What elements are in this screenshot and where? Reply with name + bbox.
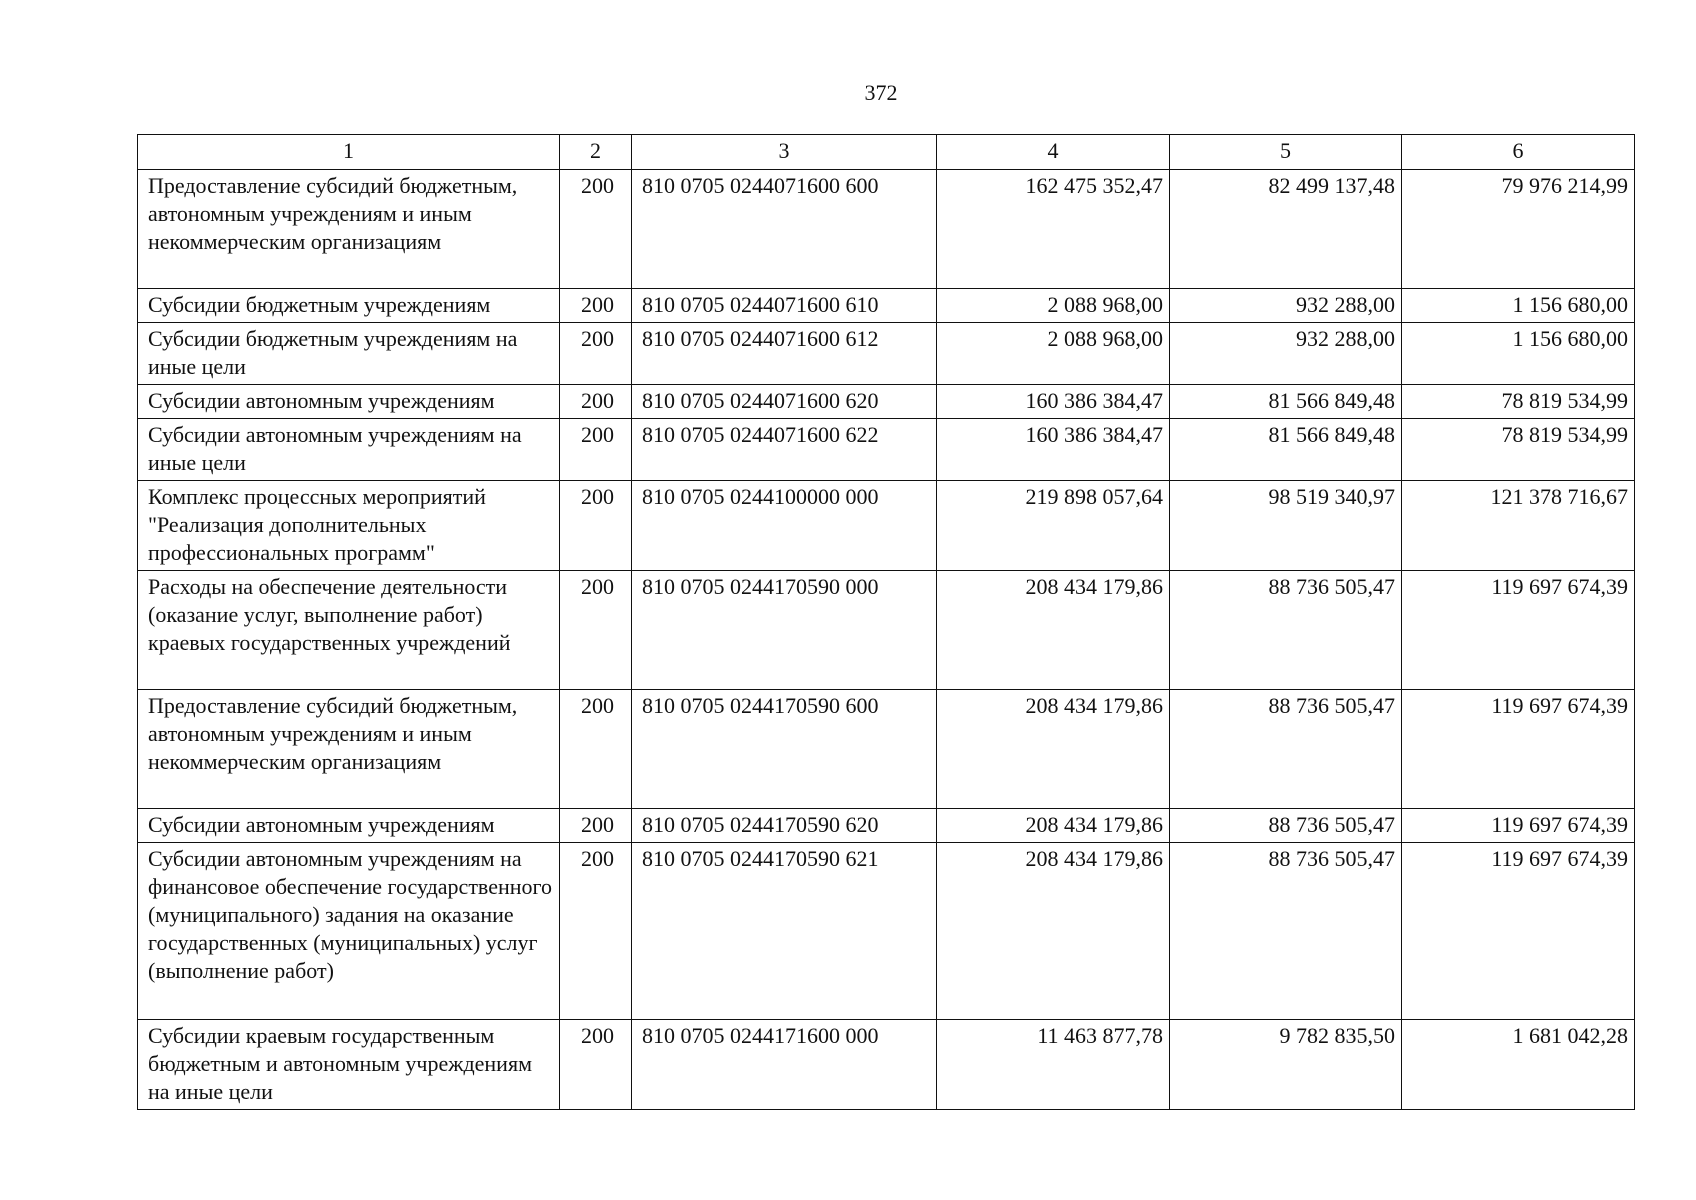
column-header: 6 — [1402, 135, 1635, 170]
row-code: 810 0705 0244170590 000 — [632, 571, 937, 690]
row-name: Субсидии бюджетным учреждениям — [138, 289, 560, 323]
row-name: Субсидии краевым государственным бюджетным и автономным учреждениям на иные цели — [138, 1020, 560, 1110]
table-row — [138, 809, 1635, 843]
column-header: 5 — [1170, 135, 1402, 170]
row-code: 810 0705 0244171600 000 — [632, 1020, 937, 1110]
row-table-code: 200 — [560, 419, 632, 481]
row-code: 810 0705 0244170590 600 — [632, 690, 937, 809]
row-col5: 932 288,00 — [1170, 289, 1402, 323]
row-table-code: 200 — [560, 481, 632, 571]
row-col4: 2 088 968,00 — [937, 289, 1170, 323]
row-col4: 208 434 179,86 — [937, 843, 1170, 1020]
row-col4: 208 434 179,86 — [937, 690, 1170, 809]
row-code: 810 0705 0244071600 620 — [632, 385, 937, 419]
table-row — [138, 571, 1635, 690]
row-name: Комплекс процессных мероприятий "Реализация дополнительных профессиональных программ" — [138, 481, 560, 571]
column-header: 1 — [138, 135, 560, 170]
row-table-code: 200 — [560, 385, 632, 419]
row-name: Предоставление субсидий бюджетным, автономным учреждениям и иным некоммерческим организациям — [138, 170, 560, 289]
table-row — [138, 481, 1635, 571]
row-table-code: 200 — [560, 289, 632, 323]
table-header-row — [138, 135, 1635, 170]
row-table-code: 200 — [560, 809, 632, 843]
row-code: 810 0705 0244170590 620 — [632, 809, 937, 843]
row-code: 810 0705 0244170590 621 — [632, 843, 937, 1020]
row-table-code: 200 — [560, 690, 632, 809]
row-col5: 88 736 505,47 — [1170, 843, 1402, 1020]
table-row — [138, 419, 1635, 481]
row-col4: 208 434 179,86 — [937, 809, 1170, 843]
table-row — [138, 690, 1635, 809]
row-col6: 1 156 680,00 — [1402, 323, 1635, 385]
row-col6: 119 697 674,39 — [1402, 809, 1635, 843]
row-table-code: 200 — [560, 843, 632, 1020]
row-col5: 88 736 505,47 — [1170, 571, 1402, 690]
table-row — [138, 843, 1635, 1020]
row-col5: 81 566 849,48 — [1170, 419, 1402, 481]
row-table-code: 200 — [560, 1020, 632, 1110]
row-col6: 119 697 674,39 — [1402, 690, 1635, 809]
table-row — [138, 323, 1635, 385]
row-col6: 1 681 042,28 — [1402, 1020, 1635, 1110]
column-header: 2 — [560, 135, 632, 170]
row-table-code: 200 — [560, 170, 632, 289]
row-col6: 79 976 214,99 — [1402, 170, 1635, 289]
row-col5: 82 499 137,48 — [1170, 170, 1402, 289]
row-col6: 121 378 716,67 — [1402, 481, 1635, 571]
row-name: Предоставление субсидий бюджетным, автономным учреждениям и иным некоммерческим организациям — [138, 690, 560, 809]
row-code: 810 0705 0244071600 622 — [632, 419, 937, 481]
row-col5: 98 519 340,97 — [1170, 481, 1402, 571]
row-name: Субсидии бюджетным учреждениям на иные цели — [138, 323, 560, 385]
page-number: 372 — [864, 80, 898, 105]
row-name: Расходы на обеспечение деятельности (оказание услуг, выполнение работ) краевых государственных учреждений — [138, 571, 560, 690]
row-col5: 88 736 505,47 — [1170, 809, 1402, 843]
table-row — [138, 1020, 1635, 1110]
row-col5: 81 566 849,48 — [1170, 385, 1402, 419]
row-col5: 9 782 835,50 — [1170, 1020, 1402, 1110]
row-col5: 932 288,00 — [1170, 323, 1402, 385]
row-name: Субсидии автономным учреждениям — [138, 809, 560, 843]
column-header: 3 — [632, 135, 937, 170]
row-name: Субсидии автономным учреждениям на иные цели — [138, 419, 560, 481]
row-col4: 160 386 384,47 — [937, 385, 1170, 419]
row-col4: 11 463 877,78 — [937, 1020, 1170, 1110]
row-col6: 119 697 674,39 — [1402, 843, 1635, 1020]
row-code: 810 0705 0244071600 612 — [632, 323, 937, 385]
row-col4: 162 475 352,47 — [937, 170, 1170, 289]
column-header: 4 — [937, 135, 1170, 170]
row-col6: 119 697 674,39 — [1402, 571, 1635, 690]
table-row — [138, 170, 1635, 289]
row-name: Субсидии автономным учреждениям — [138, 385, 560, 419]
row-col4: 2 088 968,00 — [937, 323, 1170, 385]
row-code: 810 0705 0244071600 600 — [632, 170, 937, 289]
row-name: Субсидии автономным учреждениям на финансовое обеспечение государственного (муниципального) задания на оказание государственных (муниципальных) услуг (выполнение работ) — [138, 843, 560, 1020]
row-table-code: 200 — [560, 323, 632, 385]
row-col4: 208 434 179,86 — [937, 571, 1170, 690]
row-col6: 78 819 534,99 — [1402, 419, 1635, 481]
row-col5: 88 736 505,47 — [1170, 690, 1402, 809]
row-code: 810 0705 0244100000 000 — [632, 481, 937, 571]
row-col4: 219 898 057,64 — [937, 481, 1170, 571]
table-row — [138, 385, 1635, 419]
row-code: 810 0705 0244071600 610 — [632, 289, 937, 323]
row-col6: 1 156 680,00 — [1402, 289, 1635, 323]
row-col4: 160 386 384,47 — [937, 419, 1170, 481]
row-col6: 78 819 534,99 — [1402, 385, 1635, 419]
budget-table — [137, 134, 1635, 1110]
row-table-code: 200 — [560, 571, 632, 690]
table-row — [138, 289, 1635, 323]
